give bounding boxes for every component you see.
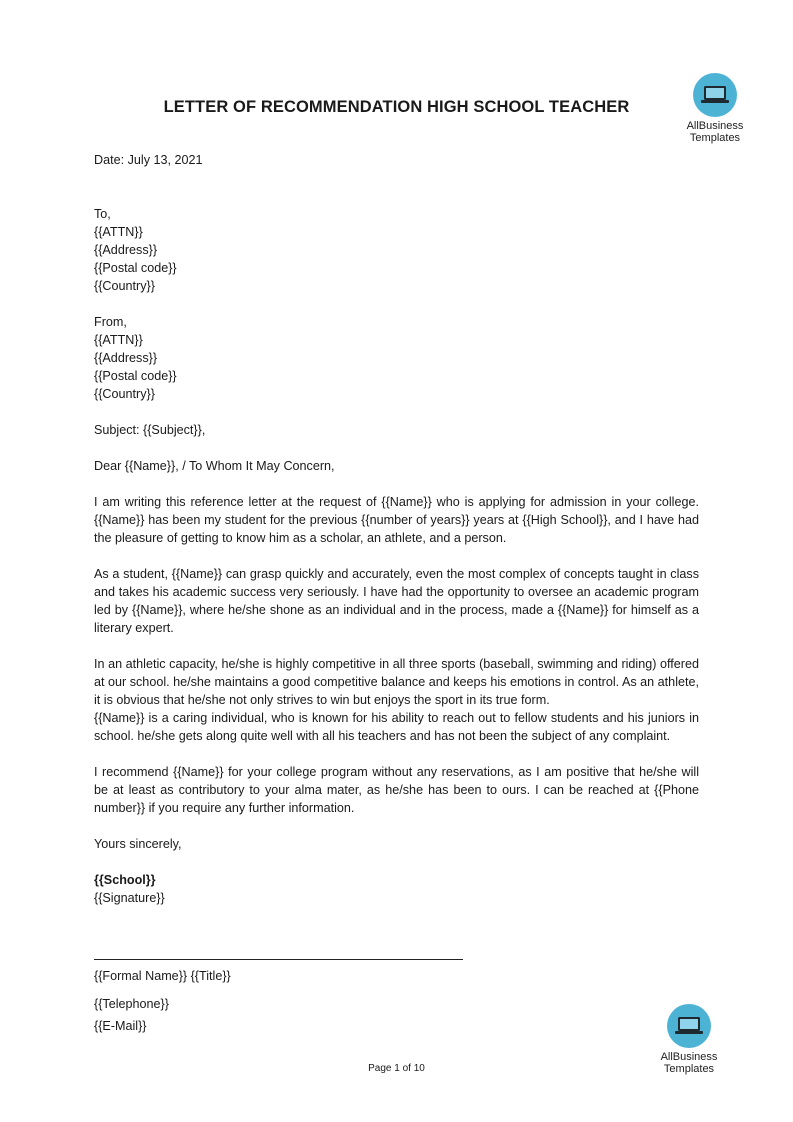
paragraph-2: As a student, {{Name}} can grasp quickly and accurately, even the most complex of concepts taught in class and takes his academic success very seriously. I have had the opportunity to oversee an academic program led by {{Name}}, where he/she shone as an individual and in the process, made a {{Name}} for himself as a literary expert.: [94, 567, 699, 635]
date-line: Date: July 13, 2021: [94, 153, 203, 167]
formal-name-line: {{Formal Name}} {{Title}}: [94, 969, 231, 983]
signature-block: [94, 962, 699, 1034]
paragraph-5: I recommend {{Name}} for your college program without any reservations, as I am positive that he/she will be at least as contributory to your alma mater, as he/she has been to ours. I can be reached at {{Phone number}} if you require any further information.: [94, 765, 699, 815]
email-line: {{E-Mail}}: [94, 1019, 147, 1033]
logo-caption-2: Templates: [689, 132, 741, 144]
to-country: {{Country}}: [94, 279, 155, 293]
logo-top: [675, 73, 755, 144]
salutation: Dear {{Name}}, / To Whom It May Concern,: [94, 459, 335, 473]
logo-circle: [693, 73, 737, 117]
signature-line: {{Signature}}: [94, 891, 165, 905]
from-label: From,: [94, 315, 127, 329]
telephone-line: {{Telephone}}: [94, 997, 169, 1011]
signature-rule: [94, 959, 463, 960]
document-title: LETTER OF RECOMMENDATION HIGH SCHOOL TEACHER: [163, 98, 630, 116]
paragraph-4: {{Name}} is a caring individual, who is known for his ability to reach out to fellow students and his juniors in school. he/she gets along quite well with all his teachers and has not been the subject of any complaint.: [94, 711, 699, 743]
laptop-icon: [667, 1004, 711, 1048]
page-number: Page 1 of 10: [368, 1063, 425, 1074]
logo-caption-1: AllBusiness: [686, 120, 744, 132]
letter-body: [94, 151, 699, 907]
from-country: {{Country}}: [94, 387, 155, 401]
to-attn: {{ATTN}}: [94, 225, 143, 239]
school-line: {{School}}: [94, 873, 156, 887]
closing-line: Yours sincerely,: [94, 837, 182, 851]
logo-circle: [667, 1004, 711, 1048]
from-address: {{Address}}: [94, 351, 158, 365]
paragraph-3: In an athletic capacity, he/she is highly competitive in all three sports (baseball, swimming and riding) offered at our school. he/she maintains a good competitive balance and keeps his emotions in control. As an athlete, it is obvious that he/she not only strives to win but enjoys the sport in its true form.: [94, 657, 699, 707]
to-label: To,: [94, 207, 111, 221]
from-attn: {{ATTN}}: [94, 333, 143, 347]
logo-caption-2: Templates: [663, 1063, 715, 1075]
paragraph-1: I am writing this reference letter at the request of {{Name}} who is applying for admission in your college. {{Name}} has been my student for the previous {{number of years}} years at {{High School}}, and I have had the pleasure of getting to know him as a scholar, an athlete, and a person.: [94, 495, 699, 545]
from-postal: {{Postal code}}: [94, 369, 177, 383]
to-postal: {{Postal code}}: [94, 261, 177, 275]
logo-caption-1: AllBusiness: [660, 1051, 718, 1063]
laptop-icon: [693, 73, 737, 117]
to-address: {{Address}}: [94, 243, 158, 257]
subject-line: Subject: {{Subject}},: [94, 423, 206, 437]
